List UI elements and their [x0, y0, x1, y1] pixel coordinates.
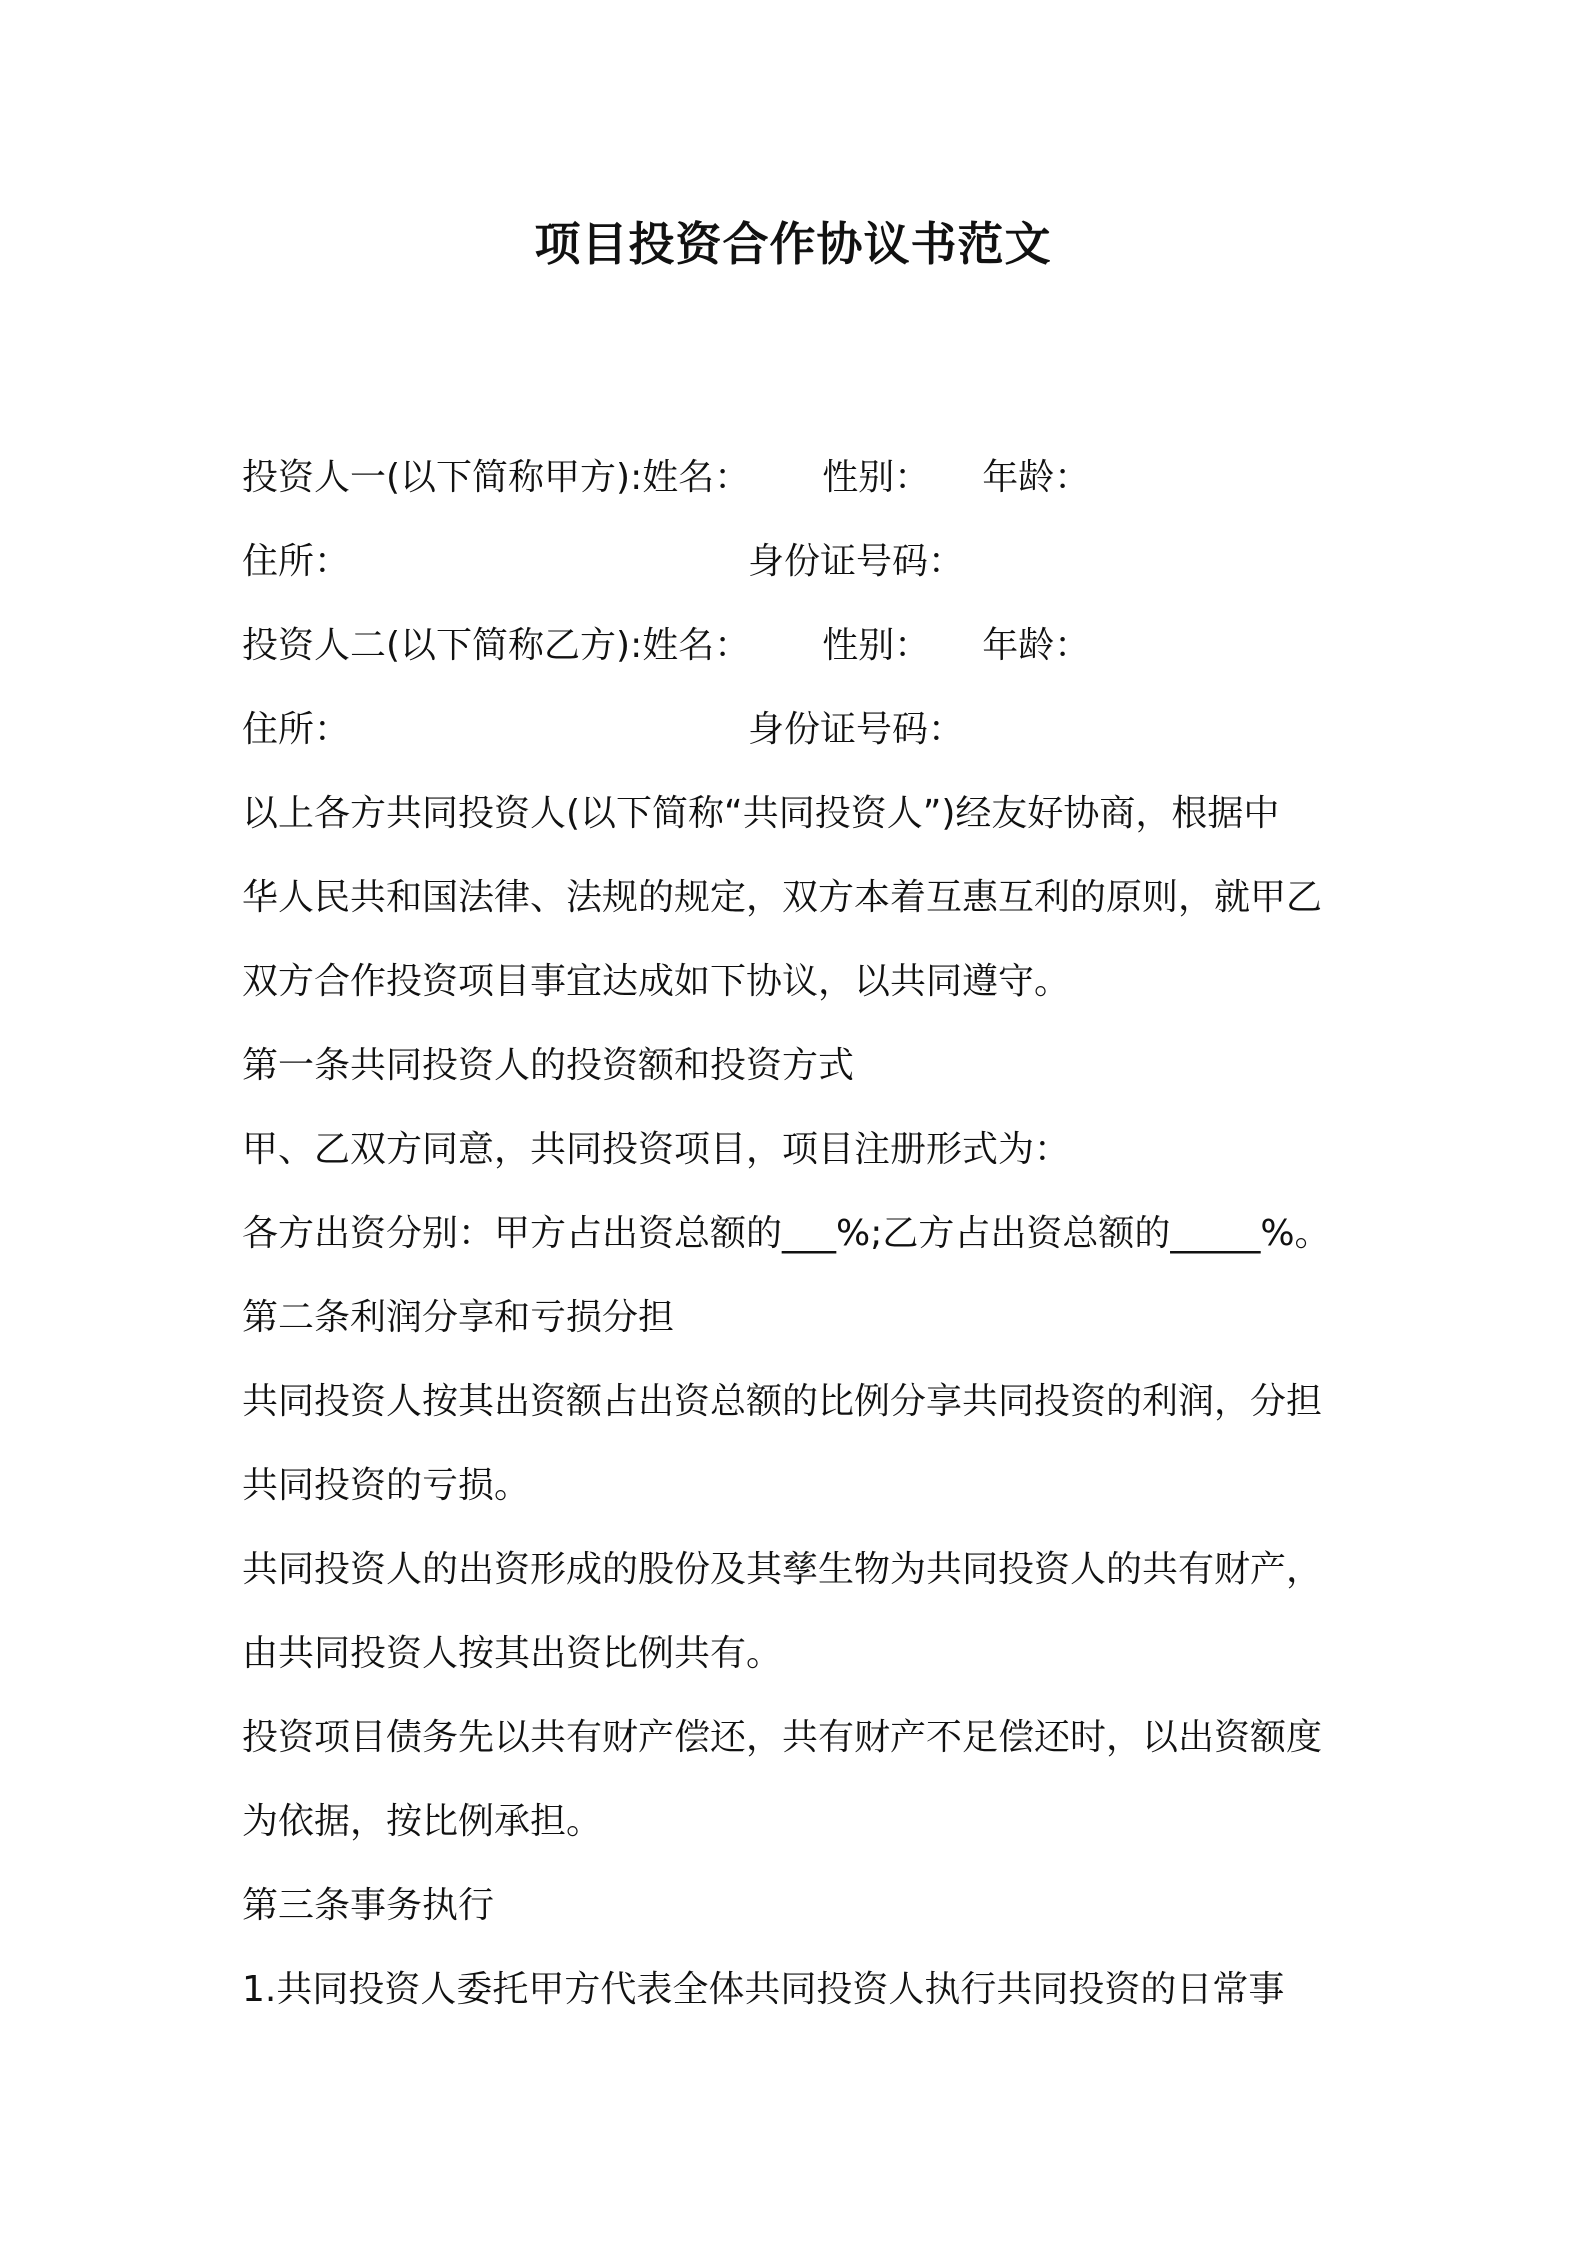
article-1-line-1: 甲、乙双方同意，共同投资项目，项目注册形式为：	[242, 1129, 1071, 1170]
preamble-line-3: 双方合作投资项目事宜达成如下协议，以共同遵守。	[242, 961, 1071, 1002]
article-2-p2-line-1: 共同投资人的出资形成的股份及其孳生物为共同投资人的共有财产，	[242, 1549, 1323, 1590]
party-a-address-line	[242, 538, 350, 586]
article-1-line-2: 各方出资分别：甲方占出资总额的___%;乙方占出资总额的_____%。	[242, 1213, 1331, 1254]
article-1-heading: 第一条共同投资人的投资额和投资方式	[242, 1045, 855, 1086]
party-a-line	[242, 454, 1090, 502]
preamble-line-1: 以上各方共同投资人(以下简称“共同投资人”)经友好协商，根据中	[242, 793, 1280, 834]
article-3-item-1-line-1: 1.共同投资人委托甲方代表全体共同投资人执行共同投资的日常事	[242, 1969, 1285, 2010]
party-b-line	[242, 622, 1090, 670]
article-2-p2-line-2: 由共同投资人按其出资比例共有。	[242, 1633, 783, 1674]
article-2-heading: 第二条利润分享和亏损分担	[242, 1297, 675, 1338]
party-b-address-line	[242, 706, 350, 754]
party-b-id-line	[748, 706, 964, 754]
article-2-p3-line-1: 投资项目债务先以共有财产偿还，共有财产不足偿还时，以出资额度	[242, 1717, 1323, 1758]
party-b-address-label: 住所：	[242, 709, 351, 750]
article-2-p1-line-2: 共同投资的亏损。	[242, 1465, 531, 1506]
article-3-heading: 第三条事务执行	[242, 1885, 495, 1926]
party-a-gender-label: 性别：	[822, 457, 931, 498]
party-a-label: 投资人一(以下简称甲方):姓名：	[242, 457, 751, 498]
article-2-p3-line-2: 为依据，按比例承担。	[242, 1801, 603, 1842]
party-b-age-label: 年龄：	[982, 625, 1091, 666]
party-a-id-label: 身份证号码：	[748, 541, 965, 582]
party-a-id-line	[748, 538, 964, 586]
article-2-p1-line-1: 共同投资人按其出资额占出资总额的比例分享共同投资的利润，分担	[242, 1381, 1323, 1422]
party-a-address-label: 住所：	[242, 541, 351, 582]
party-b-id-label: 身份证号码：	[748, 709, 965, 750]
party-b-gender-label: 性别：	[822, 625, 931, 666]
preamble-line-2: 华人民共和国法律、法规的规定，双方本着互惠互利的原则，就甲乙	[242, 877, 1323, 918]
document-title: 项目投资合作协议书范文	[534, 217, 1052, 271]
party-b-label: 投资人二(以下简称乙方):姓名：	[242, 625, 751, 666]
party-a-age-label: 年龄：	[982, 457, 1091, 498]
